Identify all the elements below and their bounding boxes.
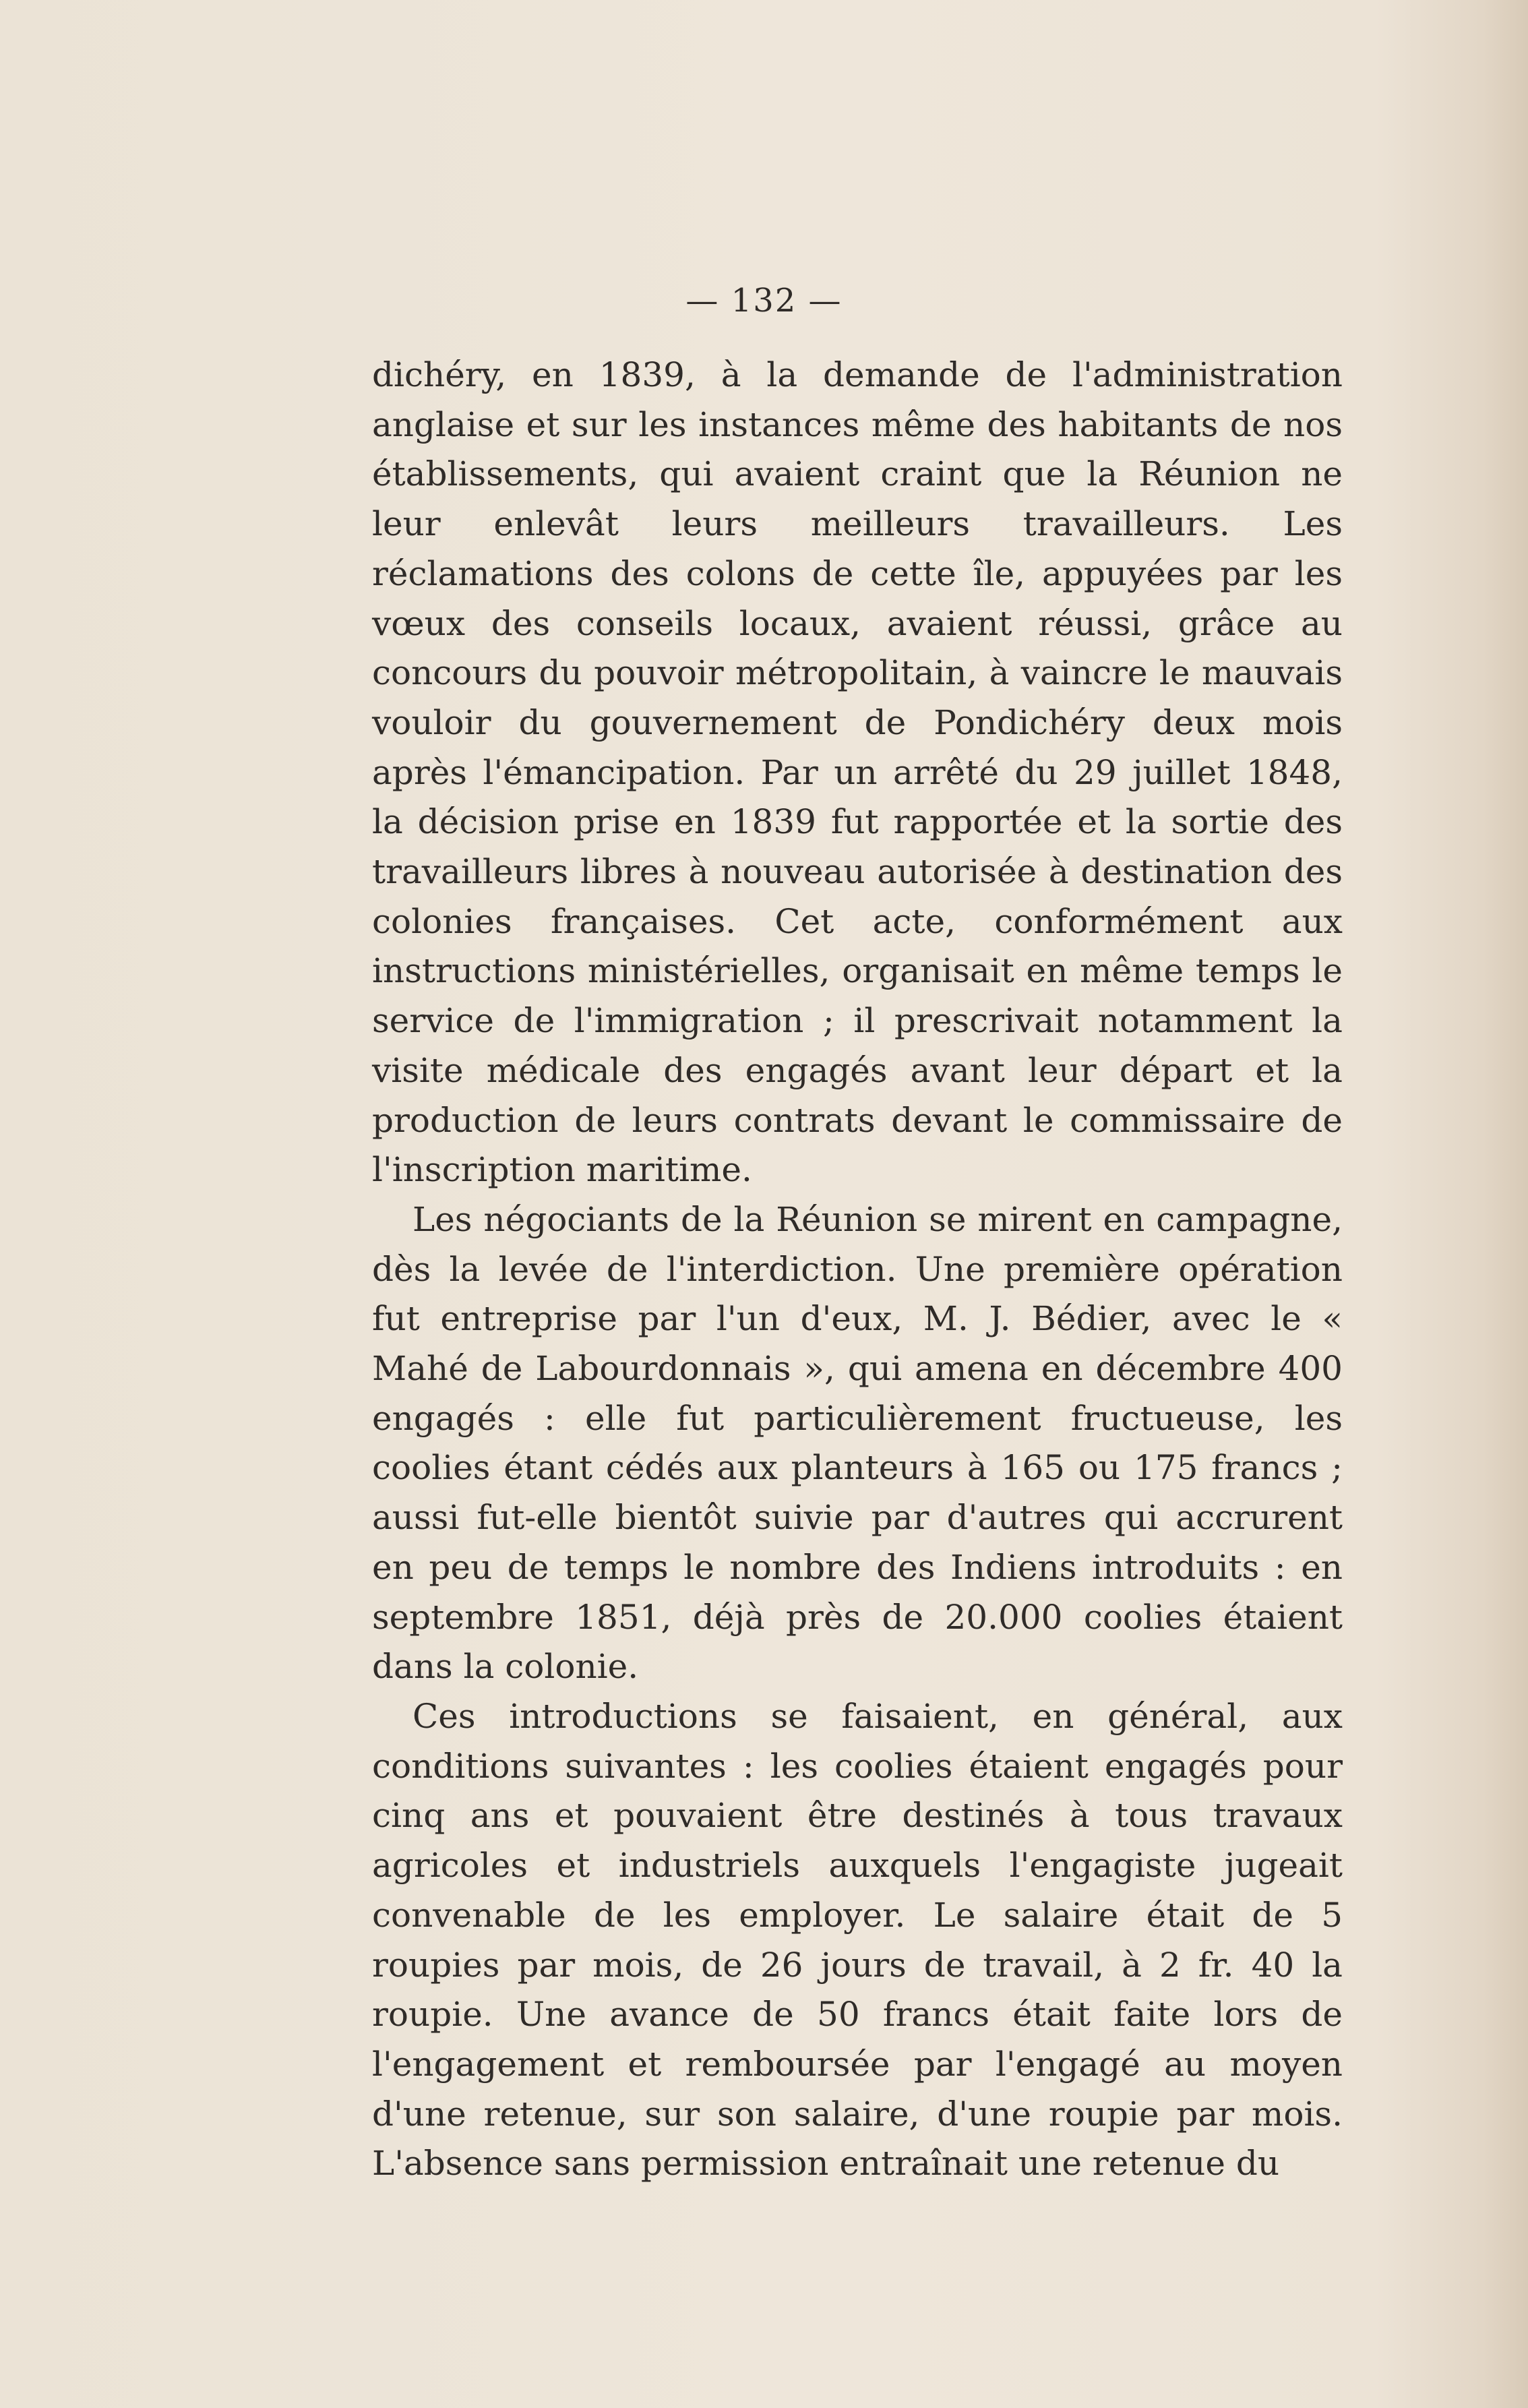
page-number: — 132 —	[685, 282, 843, 320]
body-text	[372, 351, 1343, 2189]
paragraph-continuation: dichéry, en 1839, à la demande de l'administration anglaise et sur les instances même des habitants de nos établissements, qui avaient craint que la Réunion ne leur enlevât leurs meilleurs travailleurs. Les réclamations des colons de cette île, appuyées par les vœux des conseils locaux, avaient réussi, grâce au concours du pouvoir métropolitain, à vaincre le mauvais vouloir du gouvernement de Pondichéry deux mois après l'émancipation. Par un arrêté du 29 juillet 1848, la décision prise en 1839 fut rapportée et la sortie des travailleurs libres à nouveau autorisée à destination des colonies françaises. Cet acte, conformément aux instructions ministérielles, organisait en même temps le service de l'immigration ; il prescrivait notamment la visite médicale des engagés avant leur départ et la production de leurs contrats devant le commissaire de l'inscription maritime.	[372, 355, 1343, 1190]
paragraph-negociants: Les négociants de la Réunion se mirent en campagne, dès la levée de l'interdiction. Une première opération fut entreprise par l'un d'eux, M. J. Bédier, avec le « Mahé de Labourdonnais », qui amena en décembre 400 engagés : elle fut particulièrement fructueuse, les coolies étant cédés aux planteurs à 165 ou 175 francs ; aussi fut-elle bientôt suivie par d'autres qui accrurent en peu de temps le nombre des Indiens introduits : en septembre 1851, déjà près de 20.000 coolies étaient dans la colonie.	[372, 1199, 1343, 1687]
paragraph-conditions: Ces introductions se faisaient, en général, aux conditions suivantes : les coolies étaient engagés pour cinq ans et pouvaient être destinés à tous travaux agricoles et industriels auxquels l'engagiste jugeait convenable de les employer. Le salaire était de 5 roupies par mois, de 26 jours de travail, à 2 fr. 40 la roupie. Une avance de 50 francs était faite lors de l'engagement et remboursée par l'engagé au moyen d'une retenue, sur son salaire, d'une roupie par mois. L'absence sans permission entraînait une retenue du	[372, 1696, 1343, 2184]
